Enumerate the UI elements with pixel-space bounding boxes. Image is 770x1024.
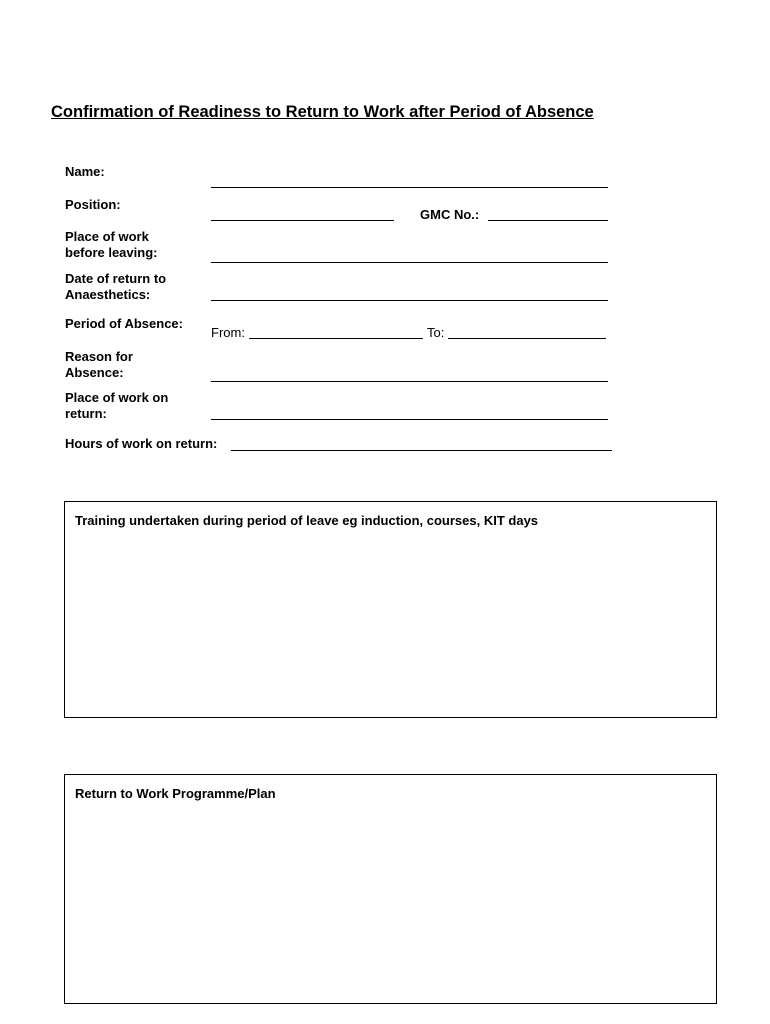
hours-input-line[interactable] bbox=[231, 450, 612, 451]
date-return-label-line2: Anaesthetics: bbox=[65, 286, 151, 302]
place-return-label bbox=[65, 390, 168, 421]
reason-label-line1: Reason for bbox=[65, 349, 133, 364]
training-heading: Training undertaken during period of leave eg induction, courses, KIT days bbox=[75, 513, 539, 528]
hours-label-text: Hours of work on return: bbox=[65, 436, 218, 451]
to-input-line[interactable] bbox=[448, 338, 606, 339]
gmc-label: GMC No.: bbox=[420, 207, 480, 222]
plan-heading: Return to Work Programme/Plan bbox=[75, 786, 276, 801]
place-before-label-line2: before leaving: bbox=[65, 244, 158, 260]
reason-label bbox=[65, 349, 133, 380]
place-before-label bbox=[65, 229, 157, 260]
reason-input-line[interactable] bbox=[211, 381, 608, 382]
date-return-label-line1: Date of return to bbox=[65, 271, 167, 286]
date-return-label bbox=[65, 271, 166, 302]
from-input-line[interactable] bbox=[249, 338, 423, 339]
to-label: To: bbox=[427, 325, 445, 340]
plan-box[interactable] bbox=[64, 774, 717, 1004]
place-before-input-line[interactable] bbox=[211, 262, 608, 263]
name-input-line[interactable] bbox=[211, 187, 608, 188]
hours-label bbox=[65, 436, 217, 452]
name-label-text: Name: bbox=[65, 164, 105, 179]
reason-label-line2: Absence: bbox=[65, 364, 124, 380]
position-label-text: Position: bbox=[65, 197, 121, 212]
place-return-label-line1: Place of work on bbox=[65, 390, 169, 405]
place-before-label-line1: Place of work bbox=[65, 229, 149, 244]
place-return-label-line2: return: bbox=[65, 405, 107, 421]
date-return-input-line[interactable] bbox=[211, 300, 608, 301]
training-box[interactable] bbox=[64, 501, 717, 718]
from-label: From: bbox=[211, 325, 245, 340]
position-label bbox=[65, 197, 121, 213]
form-title: Confirmation of Readiness to Return to Work after Period of Absence bbox=[51, 103, 594, 121]
place-return-input-line[interactable] bbox=[211, 419, 608, 420]
period-label bbox=[65, 316, 183, 332]
name-label bbox=[65, 164, 105, 180]
gmc-input-line[interactable] bbox=[488, 220, 608, 221]
position-input-line[interactable] bbox=[211, 220, 394, 221]
period-label-text: Period of Absence: bbox=[65, 316, 183, 331]
